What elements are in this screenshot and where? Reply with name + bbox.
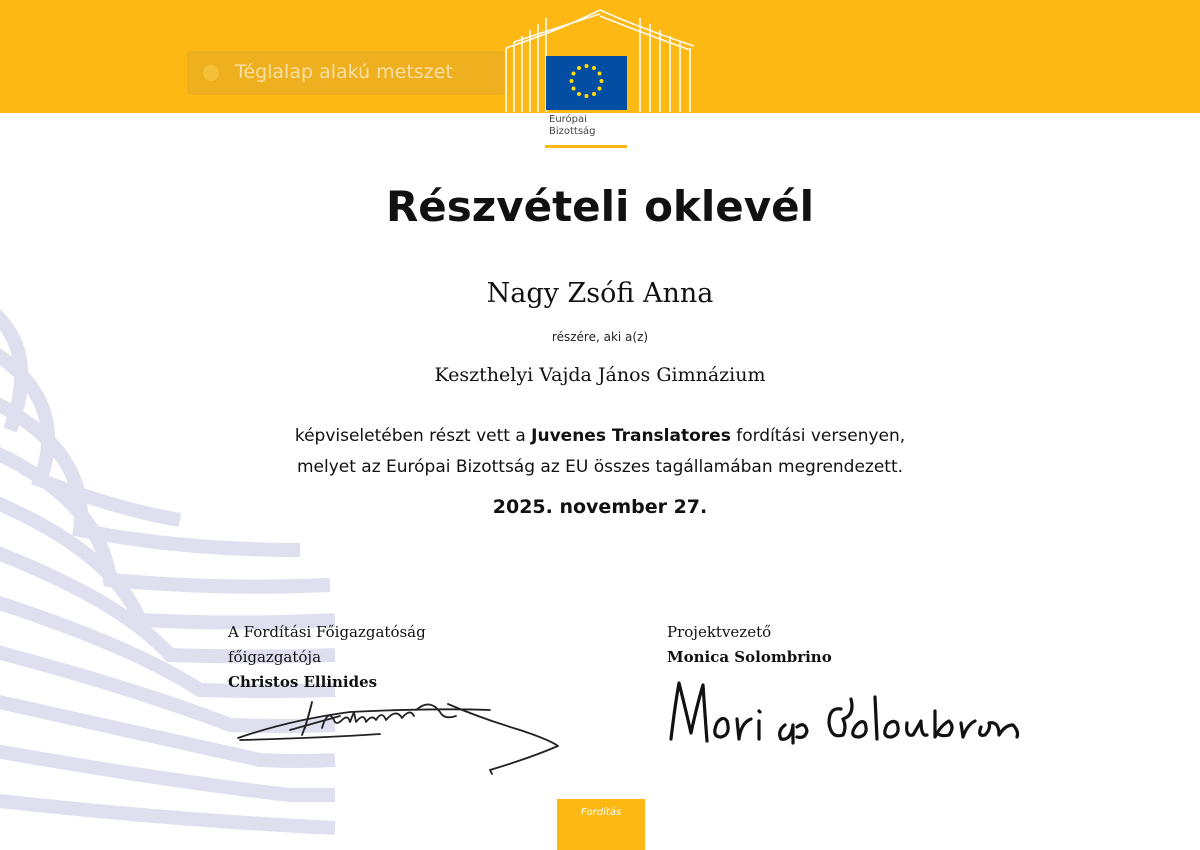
body-line-1-pre: képviseletében részt vett a [294,426,532,446]
signatory-right-name: Monica Solombrino [667,648,832,666]
signatory-left-name: Christos Ellinides [228,673,378,691]
body-line-1-post: fordítási versenyen, [730,426,906,446]
logo-underline [545,145,627,148]
snipping-tool-overlay[interactable] [187,51,505,95]
signatory-left-role-2: főigazgatója [228,648,322,666]
logo-caption-line1: Európai [549,114,587,125]
body-line-1 [0,421,1200,452]
for-line: részére, aki a(z) [551,330,649,344]
signatory-left [228,620,426,695]
certificate-body [0,421,1200,483]
school-name: Keszthelyi Vajda János Gimnázium [434,364,766,386]
european-commission-logo [500,0,700,150]
competition-name: Juvenes Translatores [531,426,731,446]
footer-tab-label: Fordítás [580,807,622,818]
signatory-right-role: Projektvezető [667,623,772,641]
logo-caption [549,114,596,138]
signatory-right [667,620,832,670]
certificate-title: Részvételi oklevél [385,182,815,231]
signatory-left-role-1: A Fordítási Főigazgatóság [228,623,426,641]
footer-tab [557,799,645,850]
recipient-name: Nagy Zsófi Anna [486,278,714,309]
signature-right-image [665,675,1030,755]
signature-left-image [230,690,570,785]
body-line-2: melyet az Európai Bizottság az EU összes tagállamában megrendezett. [296,457,904,477]
record-dot-icon [203,65,219,81]
logo-caption-line2: Bizottság [549,126,596,137]
certificate-date: 2025. november 27. [492,496,708,518]
snip-mode-label: Téglalap alakú metszet [235,61,453,83]
